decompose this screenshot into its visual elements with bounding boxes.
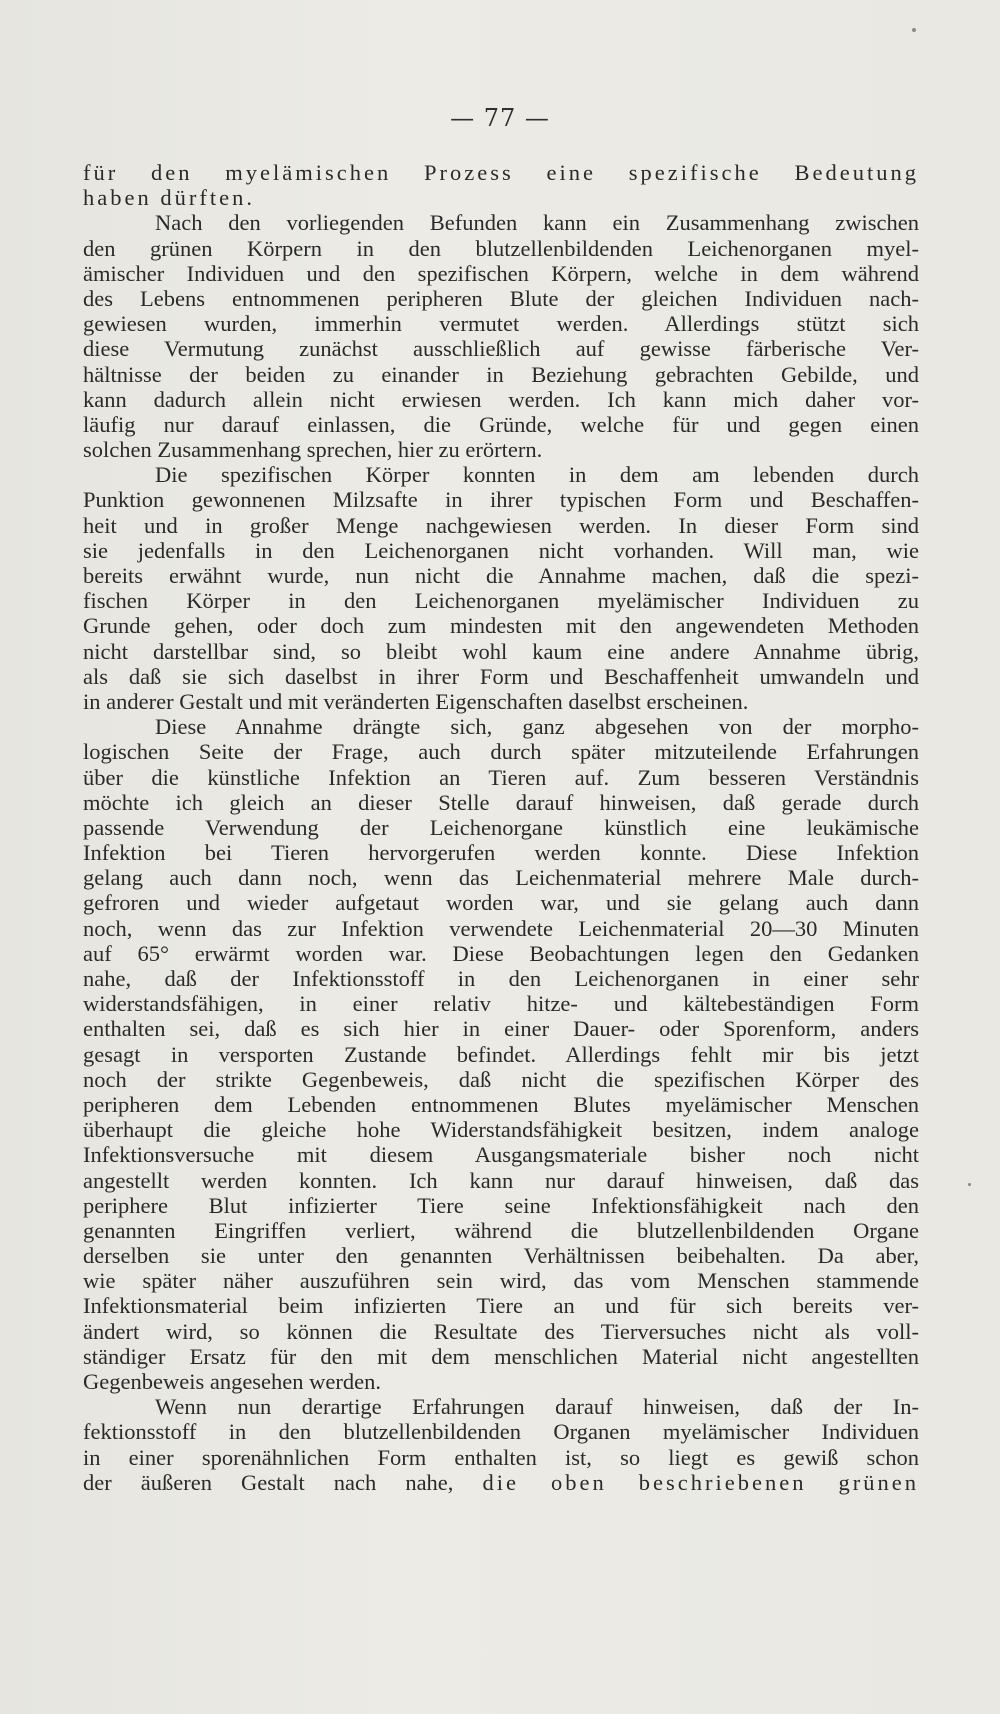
text-line: derselben sie unter den genannten Verhältnissen beibehalten. Da aber, (83, 1243, 919, 1269)
text-line: den grünen Körpern in den blutzellenbildenden Leichenorganen myel- (83, 235, 919, 261)
text-line: gelang auch dann noch, wenn das Leichenmaterial mehrere Male durch- (83, 865, 919, 891)
text-line: Grunde gehen, oder doch zum mindesten mit den angewendeten Methoden (83, 613, 919, 639)
text-line: enthalten sei, daß es sich hier in einer Dauer- oder Sporenform, anders (83, 1016, 919, 1042)
text-line: widerstandsfähigen, in einer relativ hitze- und kältebeständigen Form (83, 991, 919, 1017)
text-line: peripheren dem Lebenden entnommenen Blutes myelämischer Menschen (83, 1091, 919, 1117)
text-line: als daß sie sich daselbst in ihrer Form und Beschaffenheit umwandeln und (83, 663, 919, 689)
text-line: für den myelämischen Prozess eine spezifische Bedeutung (83, 160, 919, 185)
body-text (83, 160, 919, 1495)
text-line: diese Vermutung zunächst ausschließlich auf gewisse färberische Ver- (83, 336, 919, 362)
text-line: Diese Annahme drängte sich, ganz abgesehen von der morpho- (155, 714, 919, 740)
text-line: Die spezifischen Körper konnten in dem am lebenden durch (155, 462, 919, 488)
text-line: heit und in großer Menge nachgewiesen werden. In dieser Form sind (83, 512, 919, 538)
text-line: wie später näher auszuführen sein wird, das vom Menschen stammende (83, 1268, 919, 1294)
text-line: bereits erwähnt wurde, nun nicht die Annahme machen, daß die spezi- (83, 563, 919, 588)
text-line: gesagt in versporten Zustande befindet. Allerdings fehlt mir bis jetzt (83, 1041, 919, 1067)
text-line: periphere Blut infizierter Tiere seine Infektionsfähigkeit nach den (83, 1192, 919, 1218)
paper-speck (912, 28, 916, 32)
text-line: angestellt werden konnten. Ich kann nur darauf hinweisen, daß das (83, 1167, 919, 1193)
text-line: Punktion gewonnenen Milzsafte in ihrer typischen Form und Beschaffen- (83, 487, 919, 513)
text-line: überhaupt die gleiche hohe Widerstandsfähigkeit besitzen, indem analoge (83, 1117, 919, 1143)
text-line: in anderer Gestalt und mit veränderten Eigenschaften daselbst erscheinen. (83, 688, 749, 714)
text-line: noch, wenn das zur Infektion verwendete Leichenmaterial 20—30 Minuten (83, 915, 919, 941)
spaced-text-run: die oben beschriebenen grünen (482, 1469, 919, 1495)
text-line: fischen Körper in den Leichenorganen myelämischer Individuen zu (83, 588, 919, 614)
text-line: passende Verwendung der Leichenorgane künstlich eine leukämische (83, 814, 919, 840)
text-line (83, 1470, 919, 1495)
paper-speck (968, 1183, 971, 1186)
text-line: nahe, daß der Infektionsstoff in den Leichenorganen in einer sehr (83, 966, 919, 991)
text-line: genannten Eingriffen verliert, während die blutzellenbildenden Organe (83, 1217, 919, 1243)
text-line: nicht darstellbar sind, so bleibt wohl kaum eine andere Annahme übrig, (83, 638, 919, 664)
text-line: kann dadurch allein nicht erwiesen werden. Ich kann mich daher vor- (83, 386, 919, 412)
text-line: ständiger Ersatz für den mit dem menschlichen Material nicht angestellten (83, 1343, 919, 1369)
text-run: der äußeren Gestalt nach nahe, (83, 1469, 483, 1495)
text-line: Gegenbeweis angesehen werden. (83, 1369, 381, 1394)
text-line: hältnisse der beiden zu einander in Beziehung gebrachten Gebilde, und (83, 361, 919, 387)
text-line: Infektionsmaterial beim infizierten Tiere an und für sich bereits ver- (83, 1293, 919, 1319)
text-line: gewiesen wurden, immerhin vermutet werden. Allerdings stützt sich (83, 311, 919, 337)
text-line: in einer sporenähnlichen Form enthalten ist, so liegt es gewiß schon (83, 1444, 919, 1470)
text-line: solchen Zusammenhang sprechen, hier zu erörtern. (83, 437, 543, 463)
text-line: haben dürften. (83, 185, 255, 211)
text-line: Infektion bei Tieren hervorgerufen werden konnte. Diese Infektion (83, 840, 919, 866)
text-line: ämischer Individuen und den spezifischen Körpern, welche in dem während (83, 260, 919, 286)
text-line: auf 65° erwärmt worden war. Diese Beobachtungen legen den Gedanken (83, 940, 919, 966)
text-line: Nach den vorliegenden Befunden kann ein Zusammenhang zwischen (155, 210, 919, 236)
text-line: läufig nur darauf einlassen, die Gründe, welche für und gegen einen (83, 411, 919, 437)
text-line: noch der strikte Gegenbeweis, daß nicht die spezifischen Körper des (83, 1066, 919, 1092)
text-line: Wenn nun derartige Erfahrungen darauf hinweisen, daß der In- (155, 1394, 919, 1420)
text-line: gefroren und wieder aufgetaut worden war, und sie gelang auch dann (83, 890, 919, 916)
text-line: logischen Seite der Frage, auch durch später mitzuteilende Erfahrungen (83, 739, 919, 765)
text-line: fektionsstoff in den blutzellenbildenden Organen myelämischer Individuen (83, 1419, 919, 1445)
text-line: sie jedenfalls in den Leichenorganen nicht vorhanden. Will man, wie (83, 537, 919, 563)
text-line: des Lebens entnommenen peripheren Blute der gleichen Individuen nach- (83, 285, 919, 311)
text-line: ändert wird, so können die Resultate des Tierversuches nicht als voll- (83, 1318, 919, 1344)
page-number: — 77 — (450, 104, 550, 132)
text-line: Infektionsversuche mit diesem Ausgangsmateriale bisher noch nicht (83, 1142, 919, 1168)
text-line: über die künstliche Infektion an Tieren auf. Zum besseren Verständnis (83, 764, 919, 790)
text-line: möchte ich gleich an dieser Stelle darauf hinweisen, daß gerade durch (83, 789, 919, 815)
